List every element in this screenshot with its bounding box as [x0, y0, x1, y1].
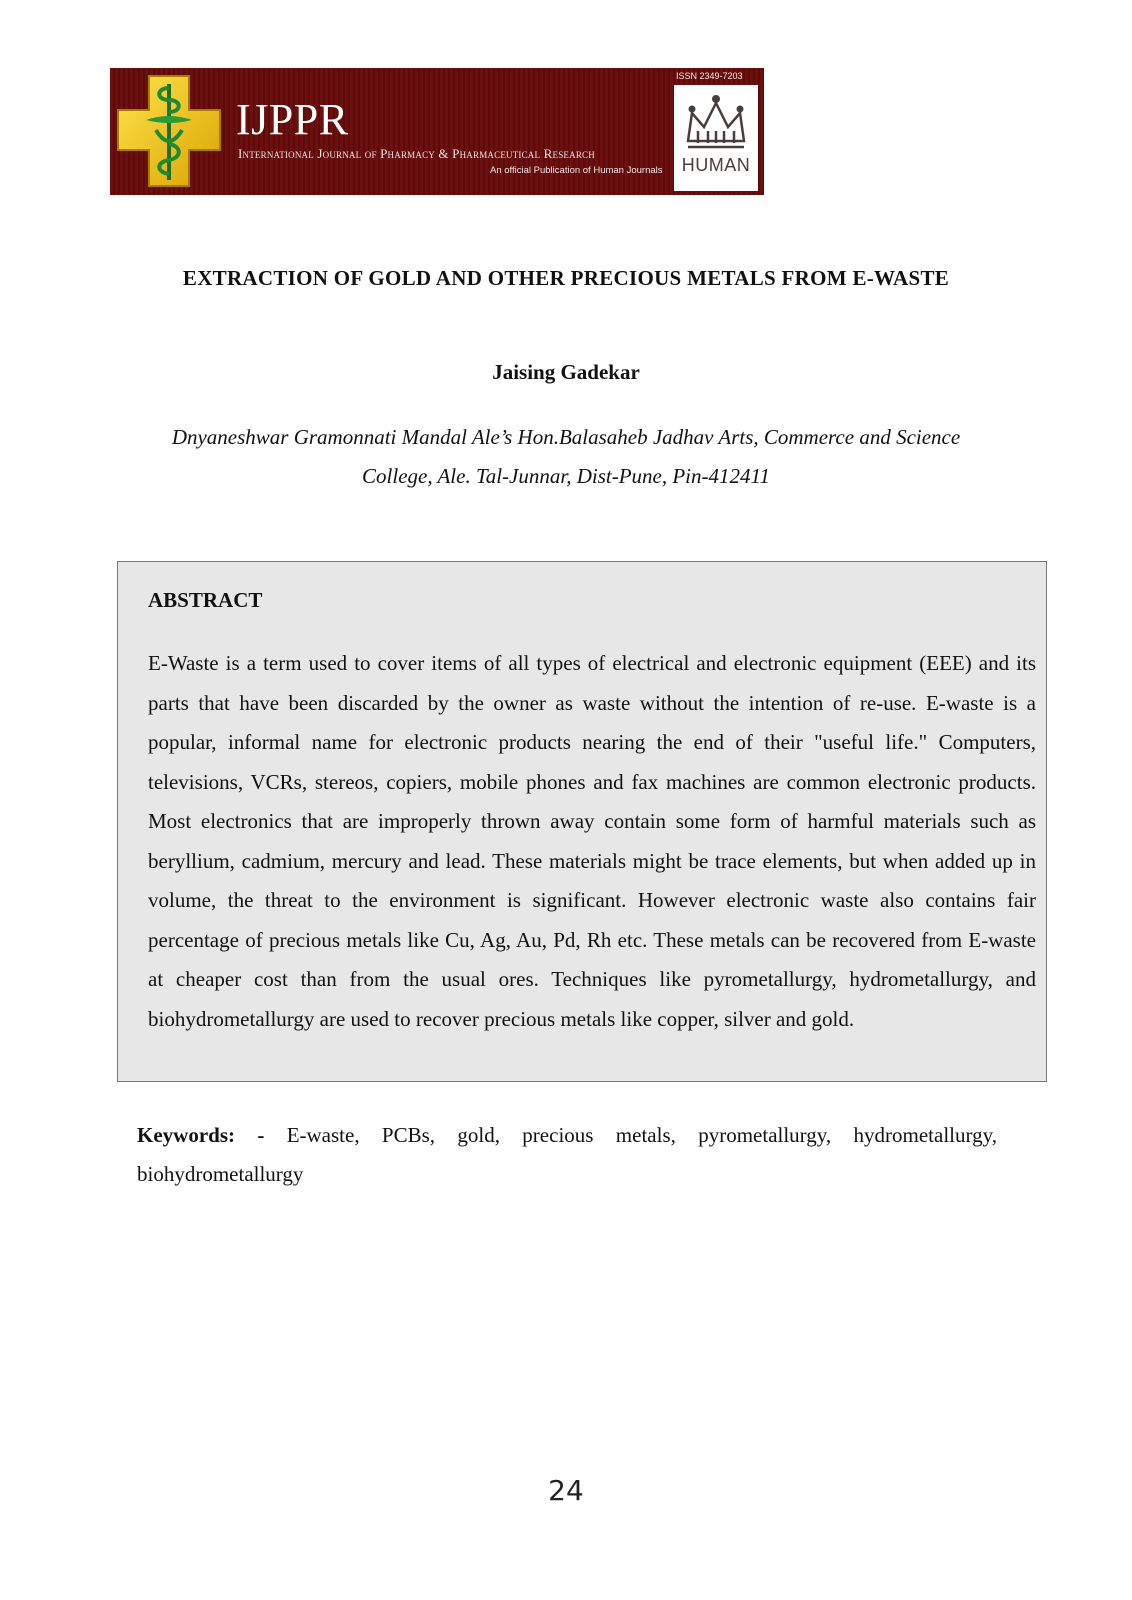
abstract-text: E-Waste is a term used to cover items of all types of electrical and electronic equipment (EEE) and its parts that have been discarded by the owner as waste without the intention of re-use. E-waste is a popular, informal name for electronic products nearing the end of their "useful life." Computers, televisions, VCRs, stereos, copiers, mobile phones and fax machines are common electronic products. Most electronics that are improperly thrown away contain some form of harmful materials such as beryllium, cadmium, mercury and lead. These materials might be trace elements, but when added up in volume, the threat to the environment is significant. However electronic waste also contains fair percentage of precious metals like Cu, Ag, Au, Pd, Rh etc. These metals can be recovered from E-waste at cheaper cost than from the usual ores. Techniques like pyrometallurgy, hydrometallurgy, and biohydrometallurgy are used to recover precious metals like copper, silver and gold. — [148, 651, 1036, 1031]
journal-name: IJPPR — [236, 95, 349, 144]
author-name: Jaising Gadekar — [492, 360, 640, 384]
pharmacy-cross-logo-icon — [116, 74, 222, 188]
paper-title: EXTRACTION OF GOLD AND OTHER PRECIOUS METALS FROM E-WASTE — [182, 266, 950, 290]
publisher-logo — [674, 85, 758, 191]
journal-subtitle: International Journal of Pharmacy & Pharmaceutical Research — [238, 146, 595, 161]
author-affiliation: Dnyaneshwar Gramonnati Mandal Ale’s Hon.Balasaheb Jadhav Arts, Commerce and Science College, Ale. Tal-Junnar, Dist-Pune, Pin-412411 — [171, 425, 961, 488]
keywords — [137, 1116, 997, 1194]
journal-tagline: An official Publication of Human Journals — [490, 165, 663, 176]
issn-label: ISSN 2349-7203 — [676, 71, 743, 81]
keywords-list: E-waste, PCBs, gold, precious metals, pyrometallurgy, hydrometallurgy, biohydrometallurgy — [137, 1123, 998, 1186]
abstract-box — [117, 561, 1047, 1082]
journal-banner — [110, 68, 764, 195]
page-number: 24 — [548, 1474, 584, 1507]
crown-icon — [682, 91, 750, 155]
abstract-heading: ABSTRACT — [148, 588, 263, 612]
keywords-label: Keywords: - — [137, 1123, 265, 1147]
publisher-name: HUMAN — [681, 155, 751, 175]
